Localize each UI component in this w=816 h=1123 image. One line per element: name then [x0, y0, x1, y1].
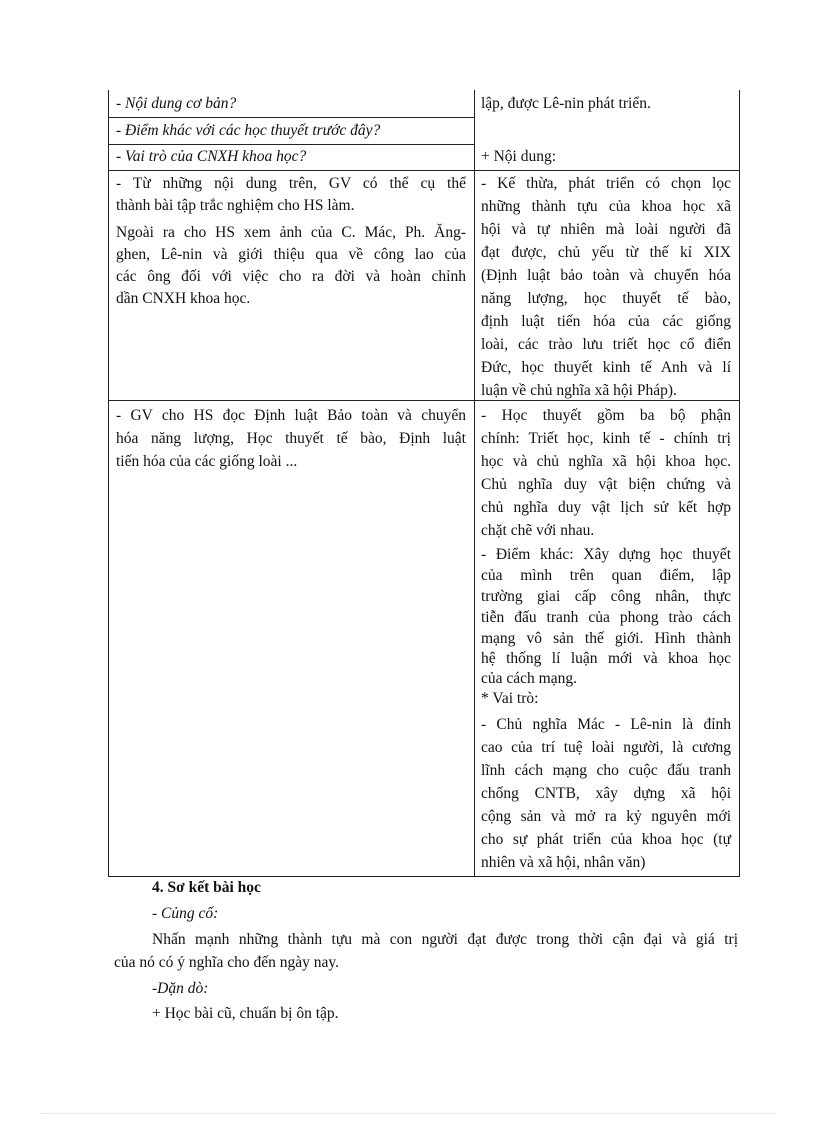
row-rule: [109, 117, 474, 118]
right-text-line: lập, được Lê-nin phát triển.: [481, 95, 651, 112]
right-text-line: chính: Triết học, kinh tế - chính trị: [481, 430, 731, 447]
right-text-line: đạt được, chủ yếu từ thế kỉ XIX: [481, 244, 731, 261]
right-text-line: của cách mạng.: [481, 670, 577, 687]
right-text-line: lĩnh cách mạng cho cuộc đấu tranh: [481, 762, 731, 779]
left-text-line: - GV cho HS đọc Định luật Bảo toàn và chuyển: [116, 407, 466, 424]
question-3: - Vai trò của CNXH khoa học?: [116, 148, 307, 165]
body-text-line: Nhấn mạnh những thành tựu mà con người đạt được trong thời cận đại và giá trị: [152, 931, 738, 948]
right-text-line: định luật tiến hóa của các giống: [481, 313, 731, 330]
right-text-line: nhiên và xã hội, nhân văn): [481, 854, 646, 871]
left-text-line: - Từ những nội dung trên, GV có thể cụ thể: [116, 175, 466, 192]
row-rule: [109, 144, 474, 145]
cung-co-label: - Củng cố:: [152, 905, 219, 922]
right-text-line: mạng vô sản thế giới. Hình thành: [481, 630, 731, 647]
left-text-line: tiến hóa của các giống loài ...: [116, 453, 298, 470]
left-text-line: hóa năng lượng, Học thuyết tế bào, Định luật: [116, 430, 466, 447]
vai-tro-heading: * Vai trò:: [481, 690, 539, 707]
lesson-table: [108, 90, 740, 877]
page-bottom-rule: [40, 1113, 776, 1114]
right-text-line: Đức, học thuyết kinh tế Anh và lí: [481, 359, 731, 376]
section-heading: 4. Sơ kết bài học: [152, 879, 261, 896]
row-rule: [109, 170, 739, 171]
body-text-line: của nó có ý nghĩa cho đến ngày nay.: [114, 954, 339, 971]
right-text-line: những thành tựu của khoa học xã: [481, 198, 731, 215]
column-divider: [474, 90, 475, 876]
right-text-line: của mình trên quan điểm, lập: [481, 567, 731, 584]
right-text-line: - Chủ nghĩa Mác - Lê-nin là đỉnh: [481, 716, 731, 733]
right-text-line: cho sự phát triển của khoa học (tự: [481, 831, 731, 848]
right-text-line: chủ nghĩa duy vật lịch sử kết hợp: [481, 499, 731, 516]
body-text-line: + Học bài cũ, chuẩn bị ôn tập.: [152, 1005, 339, 1022]
right-text-line: hội và tự nhiên mà loài người đã: [481, 221, 731, 238]
dan-do-label: -Dặn dò:: [152, 980, 209, 997]
left-text-line: ghen, Lê-nin và giới thiệu qua về công lao của: [116, 246, 466, 263]
right-text-line: học và chủ nghĩa xã hội khoa học.: [481, 453, 731, 470]
right-text-line: - Kế thừa, phát triển có chọn lọc: [481, 175, 731, 192]
left-text-line: dần CNXH khoa học.: [116, 290, 251, 307]
right-text-line: loài, các trào lưu triết học cổ điển: [481, 336, 731, 353]
right-text-line: luận về chủ nghĩa xã hội Pháp).: [481, 382, 677, 399]
right-text-line: trường giai cấp công nhân, thực: [481, 588, 731, 605]
left-text-line: Ngoài ra cho HS xem ảnh của C. Mác, Ph. Ăng-: [116, 224, 466, 241]
question-2: - Điểm khác với các học thuyết trước đây?: [116, 122, 381, 139]
noi-dung-heading: + Nội dung:: [481, 148, 557, 165]
right-text-line: cộng sản và mở ra kỷ nguyên mới: [481, 808, 731, 825]
right-text-line: cao của trí tuệ loài người, là cương: [481, 739, 731, 756]
question-1: - Nội dung cơ bản?: [116, 95, 237, 112]
right-text-line: hệ thống lí luận mới và khoa học: [481, 650, 731, 667]
right-text-line: - Điểm khác: Xây dựng học thuyết: [481, 546, 731, 563]
right-text-line: tiễn đấu tranh của phong trào cách: [481, 609, 731, 626]
right-text-line: chống CNTB, xây dựng xã hội: [481, 785, 731, 802]
right-text-line: năng lượng, học thuyết tế bào,: [481, 290, 731, 307]
right-text-line: - Học thuyết gồm ba bộ phận: [481, 407, 731, 424]
left-text-line: thành bài tập trắc nghiệm cho HS làm.: [116, 197, 355, 214]
right-text-line: (Định luật bảo toàn và chuyển hóa: [481, 267, 731, 284]
right-text-line: Chủ nghĩa duy vật biện chứng và: [481, 476, 731, 493]
right-text-line: chặt chẽ với nhau.: [481, 522, 595, 539]
left-text-line: các ông đối với việc cho ra đời và hoàn chỉnh: [116, 268, 466, 285]
